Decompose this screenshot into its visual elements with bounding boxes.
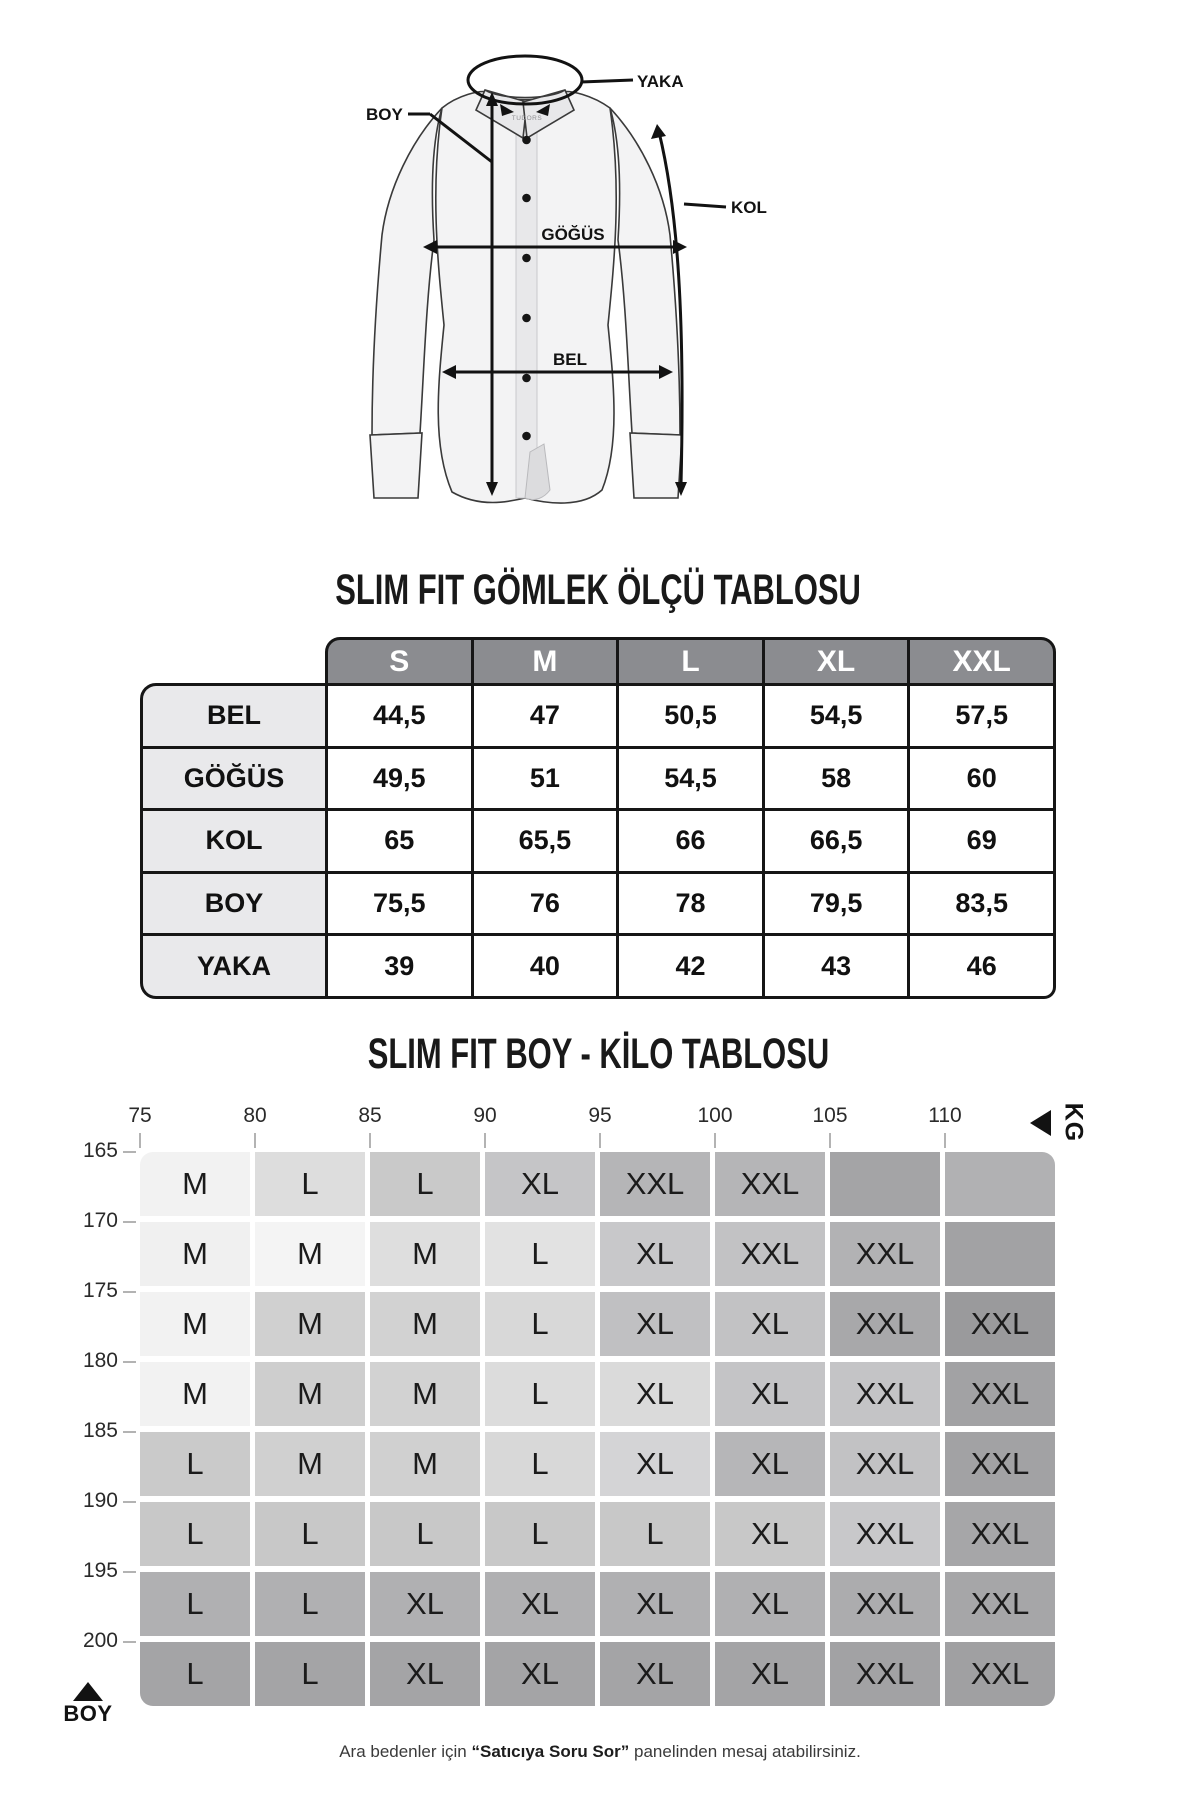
weight-tick-label: 105 bbox=[812, 1104, 848, 1127]
height-weight-cell: L bbox=[255, 1642, 365, 1706]
gogus-diagram-label: GÖĞÜS bbox=[541, 225, 605, 244]
yaka-diagram-label: YAKA bbox=[637, 72, 684, 91]
weight-tick-label: 85 bbox=[358, 1104, 382, 1127]
size-table-title: SLIM FIT GÖMLEK ÖLÇÜ TABLOSU bbox=[335, 566, 861, 614]
height-weight-cell: XXL bbox=[945, 1292, 1055, 1356]
weight-tick-mark bbox=[254, 1133, 256, 1148]
boy-diagram-label: BOY bbox=[366, 105, 403, 124]
height-weight-cell: M bbox=[140, 1292, 250, 1356]
height-tick-label: 195 bbox=[82, 1559, 118, 1582]
size-value-cell: 39 bbox=[328, 936, 471, 996]
height-tick-label: 170 bbox=[82, 1209, 118, 1232]
size-value-cell: 79,5 bbox=[765, 874, 908, 934]
height-weight-cell: L bbox=[485, 1432, 595, 1496]
weight-tick-mark bbox=[714, 1133, 716, 1148]
size-column-header: S bbox=[328, 640, 471, 683]
kol-label-connector bbox=[684, 204, 726, 207]
height-weight-cell: XXL bbox=[945, 1502, 1055, 1566]
footer-note bbox=[0, 1742, 1200, 1762]
height-tick-label: 190 bbox=[82, 1489, 118, 1512]
height-weight-cell: L bbox=[140, 1572, 250, 1636]
weight-tick-label: 110 bbox=[928, 1104, 962, 1127]
size-value-cell: 65 bbox=[328, 811, 471, 871]
footer-prefix: Ara bedenler için bbox=[339, 1742, 472, 1761]
weight-tick-mark bbox=[369, 1133, 371, 1148]
height-weight-cell: XXL bbox=[830, 1292, 940, 1356]
size-value-cell: 54,5 bbox=[765, 686, 908, 746]
size-value-cell: 54,5 bbox=[619, 749, 762, 809]
shirt-right-cuff bbox=[630, 433, 682, 498]
footer-suffix: panelinden mesaj atabilirsiniz. bbox=[629, 1742, 861, 1761]
bel-diagram-label: BEL bbox=[553, 350, 587, 369]
boy-axis-badge bbox=[56, 1682, 120, 1727]
yaka-label-connector bbox=[581, 80, 633, 82]
weight-tick-label: 95 bbox=[588, 1104, 612, 1127]
weight-tick-label: 90 bbox=[473, 1104, 497, 1127]
brand-label: TUDORS bbox=[511, 115, 543, 122]
height-weight-cell: M bbox=[140, 1222, 250, 1286]
height-weight-cell: L bbox=[370, 1152, 480, 1216]
height-weight-cell: XXL bbox=[830, 1432, 940, 1496]
height-weight-cell: L bbox=[255, 1572, 365, 1636]
size-value-cell: 49,5 bbox=[328, 749, 471, 809]
height-weight-cell: XXL bbox=[945, 1572, 1055, 1636]
height-weight-cell: XL bbox=[485, 1572, 595, 1636]
height-weight-cell: M bbox=[255, 1292, 365, 1356]
weight-tick-mark bbox=[139, 1133, 141, 1148]
size-value-cell: 66,5 bbox=[765, 811, 908, 871]
size-row-label: KOL bbox=[143, 811, 325, 871]
weight-axis bbox=[128, 1104, 1060, 1152]
height-weight-cell: XXL bbox=[830, 1222, 940, 1286]
height-tick-mark bbox=[123, 1221, 136, 1223]
kol-arrowhead-top bbox=[651, 124, 666, 139]
kg-axis-badge bbox=[1030, 1102, 1093, 1143]
size-value-cell: 43 bbox=[765, 936, 908, 996]
height-tick-label: 185 bbox=[82, 1419, 118, 1442]
height-tick-label: 200 bbox=[82, 1629, 118, 1652]
weight-tick-label: 80 bbox=[243, 1104, 267, 1127]
height-weight-cell: L bbox=[600, 1502, 710, 1566]
height-weight-cell: XL bbox=[600, 1362, 710, 1426]
size-value-cell: 83,5 bbox=[910, 874, 1053, 934]
height-weight-cell: XL bbox=[370, 1572, 480, 1636]
height-weight-cell: XL bbox=[600, 1292, 710, 1356]
height-tick-mark bbox=[123, 1291, 136, 1293]
height-weight-cell: XL bbox=[600, 1222, 710, 1286]
height-weight-cell: L bbox=[140, 1642, 250, 1706]
height-weight-cell: XXL bbox=[830, 1572, 940, 1636]
shirt-left-sleeve bbox=[372, 108, 442, 435]
height-weight-cell: XL bbox=[715, 1362, 825, 1426]
size-value-cell: 76 bbox=[474, 874, 617, 934]
size-row-label: GÖĞÜS bbox=[143, 749, 325, 809]
height-weight-cell: L bbox=[140, 1502, 250, 1566]
size-column-header: XL bbox=[765, 640, 908, 683]
height-weight-cell: XL bbox=[715, 1642, 825, 1706]
weight-tick-label: 100 bbox=[697, 1104, 733, 1127]
size-table-row-labels bbox=[140, 683, 328, 999]
height-weight-cell-empty bbox=[945, 1222, 1055, 1286]
height-weight-cell: M bbox=[255, 1362, 365, 1426]
size-value-cell: 78 bbox=[619, 874, 762, 934]
height-weight-cell: XXL bbox=[945, 1362, 1055, 1426]
size-value-cell: 66 bbox=[619, 811, 762, 871]
size-value-cell: 69 bbox=[910, 811, 1053, 871]
height-weight-cell: L bbox=[485, 1362, 595, 1426]
height-tick-mark bbox=[123, 1361, 136, 1363]
height-weight-cell: XXL bbox=[830, 1642, 940, 1706]
height-weight-cell: XXL bbox=[715, 1152, 825, 1216]
weight-tick-label: 75 bbox=[128, 1104, 152, 1127]
height-weight-cell-empty bbox=[945, 1152, 1055, 1216]
height-weight-cell: L bbox=[485, 1292, 595, 1356]
weight-tick-mark bbox=[829, 1133, 831, 1148]
size-row-label: BOY bbox=[143, 874, 325, 934]
size-value-cell: 47 bbox=[474, 686, 617, 746]
size-value-cell: 60 bbox=[910, 749, 1053, 809]
height-weight-grid bbox=[140, 1152, 1055, 1706]
footer-emphasis: “Satıcıya Soru Sor” bbox=[471, 1742, 630, 1761]
height-weight-cell: L bbox=[255, 1152, 365, 1216]
size-value-cell: 65,5 bbox=[474, 811, 617, 871]
height-weight-cell: XL bbox=[485, 1152, 595, 1216]
height-tick-mark bbox=[123, 1571, 136, 1573]
size-value-cell: 50,5 bbox=[619, 686, 762, 746]
height-weight-cell: XL bbox=[715, 1432, 825, 1496]
height-weight-cell: XL bbox=[370, 1642, 480, 1706]
size-value-cell: 40 bbox=[474, 936, 617, 996]
height-weight-cell: M bbox=[140, 1362, 250, 1426]
height-weight-cell: L bbox=[485, 1502, 595, 1566]
shirt-placket bbox=[516, 126, 537, 498]
size-column-header: L bbox=[619, 640, 762, 683]
kol-diagram-label: KOL bbox=[731, 198, 767, 217]
size-value-cell: 44,5 bbox=[328, 686, 471, 746]
size-value-cell: 58 bbox=[765, 749, 908, 809]
height-weight-cell: XL bbox=[715, 1502, 825, 1566]
size-value-cell: 46 bbox=[910, 936, 1053, 996]
height-tick-mark bbox=[123, 1501, 136, 1503]
height-weight-cell: L bbox=[255, 1502, 365, 1566]
height-tick-mark bbox=[123, 1151, 136, 1153]
size-value-cell: 51 bbox=[474, 749, 617, 809]
height-tick-label: 180 bbox=[82, 1349, 118, 1372]
height-weight-cell: L bbox=[370, 1502, 480, 1566]
height-weight-cell: M bbox=[255, 1222, 365, 1286]
height-weight-cell: XL bbox=[715, 1572, 825, 1636]
height-tick-mark bbox=[123, 1431, 136, 1433]
height-weight-cell: L bbox=[140, 1432, 250, 1496]
size-table bbox=[140, 637, 1056, 999]
boy-arrow-icon bbox=[73, 1682, 103, 1701]
height-weight-cell: XXL bbox=[600, 1152, 710, 1216]
size-value-cell: 57,5 bbox=[910, 686, 1053, 746]
weight-tick-mark bbox=[599, 1133, 601, 1148]
height-tick-mark bbox=[123, 1641, 136, 1643]
shirt-left-cuff bbox=[370, 433, 422, 498]
height-weight-cell: M bbox=[370, 1432, 480, 1496]
height-weight-cell: XXL bbox=[945, 1432, 1055, 1496]
height-weight-cell: XL bbox=[600, 1572, 710, 1636]
kg-axis-label: KG bbox=[1059, 1102, 1088, 1143]
weight-tick-mark bbox=[484, 1133, 486, 1148]
shirt-right-sleeve bbox=[610, 108, 680, 435]
size-table-values bbox=[325, 683, 1056, 999]
weight-tick-mark bbox=[944, 1133, 946, 1148]
boy-axis-label: BOY bbox=[63, 1701, 113, 1726]
height-weight-cell: XL bbox=[485, 1642, 595, 1706]
kg-arrow-icon bbox=[1030, 1110, 1051, 1136]
height-weight-cell: XL bbox=[715, 1292, 825, 1356]
height-weight-cell: L bbox=[485, 1222, 595, 1286]
size-column-header: XXL bbox=[910, 640, 1053, 683]
size-column-header: M bbox=[474, 640, 617, 683]
height-weight-cell: XL bbox=[600, 1432, 710, 1496]
height-weight-cell: XXL bbox=[945, 1642, 1055, 1706]
size-value-cell: 75,5 bbox=[328, 874, 471, 934]
size-row-label: BEL bbox=[143, 686, 325, 746]
height-weight-cell: XL bbox=[600, 1642, 710, 1706]
shirt-measurement-diagram bbox=[330, 40, 800, 540]
height-weight-cell: M bbox=[370, 1222, 480, 1286]
size-row-label: YAKA bbox=[143, 936, 325, 996]
height-weight-cell: XXL bbox=[830, 1362, 940, 1426]
height-weight-cell: M bbox=[255, 1432, 365, 1496]
size-value-cell: 42 bbox=[619, 936, 762, 996]
height-weight-title: SLIM FIT BOY - KİLO TABLOSU bbox=[367, 1030, 829, 1078]
gogus-arrowhead-right bbox=[673, 240, 687, 254]
size-table-header bbox=[325, 637, 1056, 686]
height-weight-cell: XXL bbox=[715, 1222, 825, 1286]
height-tick-label: 175 bbox=[82, 1279, 118, 1302]
height-axis bbox=[30, 1139, 140, 1717]
height-tick-label: 165 bbox=[82, 1139, 118, 1162]
height-weight-cell-empty bbox=[830, 1152, 940, 1216]
height-weight-cell: M bbox=[140, 1152, 250, 1216]
height-weight-cell: M bbox=[370, 1292, 480, 1356]
height-weight-cell: XXL bbox=[830, 1502, 940, 1566]
height-weight-cell: M bbox=[370, 1362, 480, 1426]
